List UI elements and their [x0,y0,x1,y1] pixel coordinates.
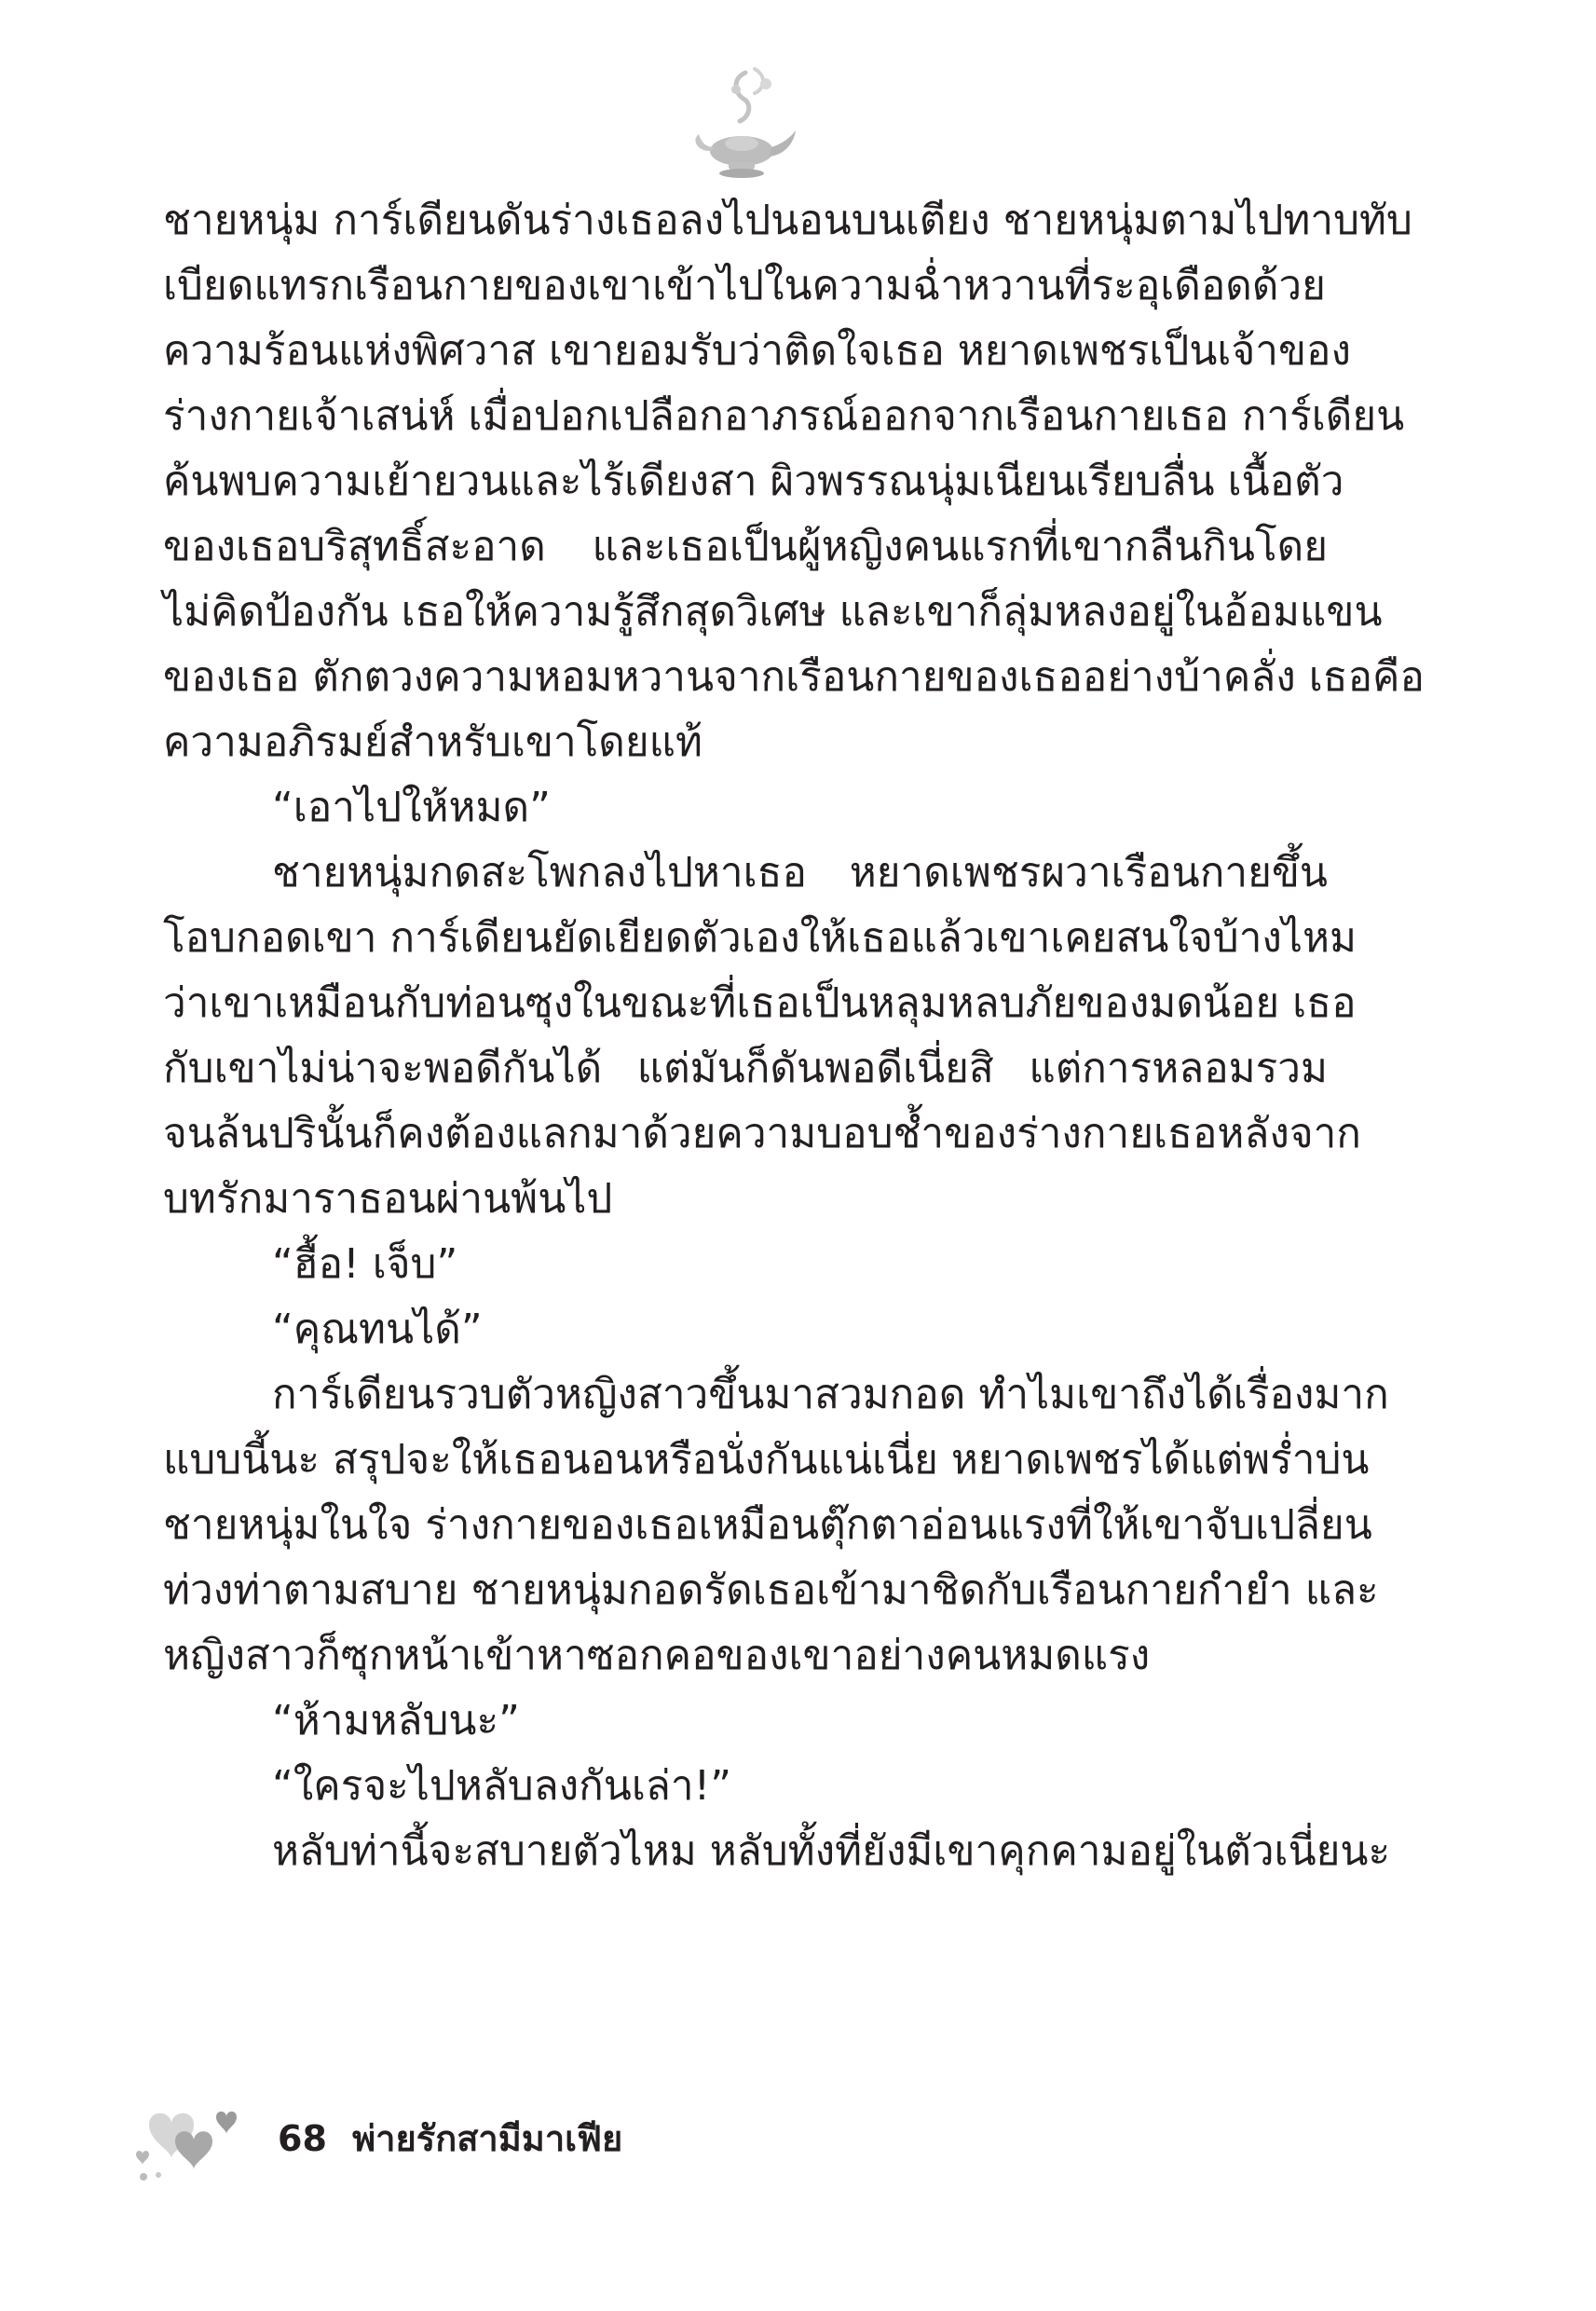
text-line: ชายหนุ่มในใจ ร่างกายของเธอเหมือนตุ๊กตาอ่อนแรงที่ให้เขาจับเปลี่ยน [163,1501,1372,1549]
dialogue-line: “ห้ามหลับนะ” [272,1697,520,1744]
book-title: พ่ายรักสามีมาเฟีย [352,2118,623,2159]
genie-lamp-icon [688,65,799,186]
text-line: ร่างกายเจ้าเสน่ห์ เมื่อปอกเปลือกอาภรณ์ออกจากเรือนกายเธอ การ์เดียน [163,392,1405,440]
paragraph-start-line: การ์เดียนรวบตัวหญิงสาวขึ้นมาสวมกอด ทำไมเขาถึงได้เรื่องมาก [272,1371,1389,1418]
text-line: จนล้นปรินั้นก็คงต้องแลกมาด้วยความบอบช้ำของร่างกายเธอหลังจาก [163,1110,1361,1157]
text-line: หญิงสาวก็ซุกหน้าเข้าหาซอกคอของเขาอย่างคนหมดแรง [163,1632,1151,1679]
paragraph-start-line: หลับท่านี้จะสบายตัวไหม หลับทั้งที่ยังมีเขาคุกคามอยู่ในตัวเนี่ยนะ [272,1827,1391,1875]
dialogue-line: “ใครจะไปหลับลงกันเล่า!” [272,1762,732,1810]
text-line: ของเธอ ตักตวงความหอมหวานจากเรือนกายของเธออย่างบ้าคลั่ง เธอคือ [163,653,1425,701]
text-line: กับเขาไม่น่าจะพอดีกันได้ แต่มันก็ดันพอดีเนี่ยสิ แต่การหลอมรวม [163,1045,1328,1092]
text-line: ค้นพบความเย้ายวนและไร้เดียงสา ผิวพรรณนุ่มเนียนเรียบลื่น เนื้อตัว [163,458,1344,505]
text-line: ไม่คิดป้องกัน เธอให้ความรู้สึกสุดวิเศษ และเขาก็ลุ่มหลงอยู่ในอ้อมแขน [163,588,1383,636]
text-line: ของเธอบริสุทธิ์สะอาด และเธอเป็นผู้หญิงคนแรกที่เขากลืนกินโดย [163,523,1328,570]
paragraph-start-line: ชายหนุ่มกดสะโพกลงไปหาเธอ หยาดเพชรผวาเรือนกายขึ้น [272,849,1328,896]
dialogue-line: “คุณทนได้” [272,1306,483,1353]
chapter-text [163,188,1425,1884]
text-line: แบบนี้นะ สรุปจะให้เธอนอนหรือนั่งกันแน่เนี่ย หยาดเพชรได้แต่พร่ำบ่น [163,1436,1370,1484]
dialogue-line: “เอาไปให้หมด” [272,784,551,831]
text-line: เบียดแทรกเรือนกายของเขาเข้าไปในความฉ่ำหวานที่ระอุเดือดด้วย [163,262,1326,309]
page-number: 68 [278,2118,327,2159]
text-line: ท่วงท่าตามสบาย ชายหนุ่มกอดรัดเธอเข้ามาชิดกับเรือนกายกำยำ และ [163,1566,1379,1614]
text-line: ความร้อนแห่งพิศวาส เขายอมรับว่าติดใจเธอ หยาดเพชรเป็นเจ้าของ [163,327,1351,375]
text-line: ชายหนุ่ม การ์เดียนดันร่างเธอลงไปนอนบนเตียง ชายหนุ่มตามไปทาบทับ [163,197,1412,244]
hearts-icon [130,2097,252,2190]
text-line: ว่าเขาเหมือนกับท่อนซุงในขณะที่เธอเป็นหลุมหลบภัยของมดน้อย เธอ [163,979,1357,1027]
page-footer [278,2115,622,2162]
text-line: บทรักมาราธอนผ่านพ้นไป [163,1175,613,1223]
text-line: โอบกอดเขา การ์เดียนยัดเยียดตัวเองให้เธอแล้วเขาเคยสนใจบ้างไหม [163,914,1357,962]
text-line: ความอภิรมย์สำหรับเขาโดยแท้ [163,718,703,766]
dialogue-line: “ฮื้อ! เจ็บ” [272,1240,458,1288]
